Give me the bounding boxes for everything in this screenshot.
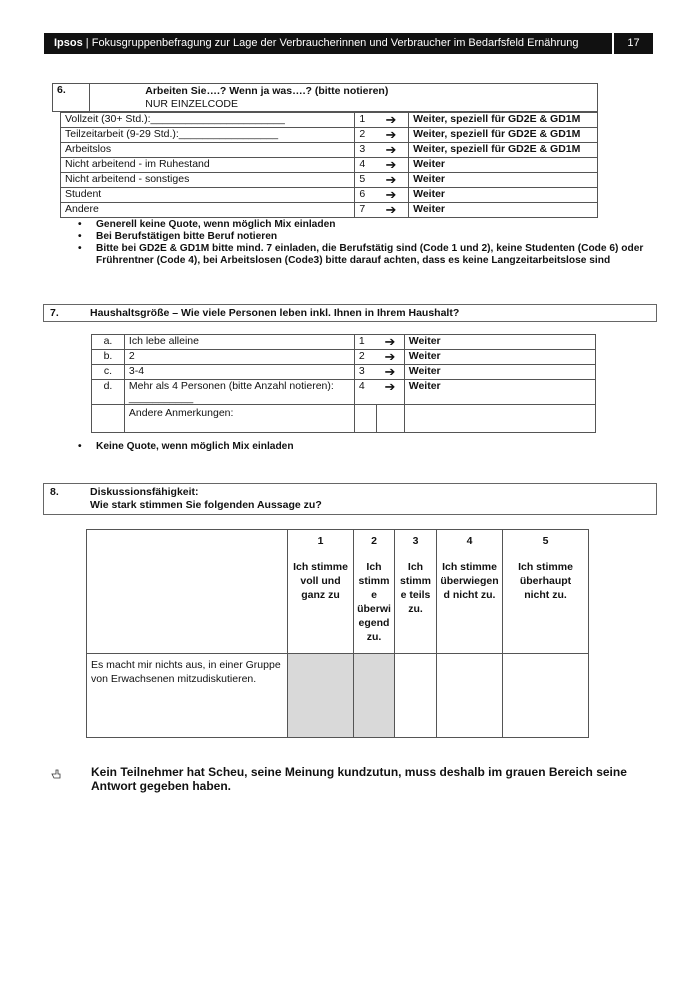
q6-notes: [78, 219, 648, 267]
answer-cell-3[interactable]: [395, 654, 437, 738]
answer-routing: Weiter, speziell für GD2E & GD1M: [409, 128, 598, 143]
footnote-line: Kein Teilnehmer hat Scheu, seine Meinung kundzutun, muss deshalb im grauen Bereich seine: [91, 765, 627, 779]
answer-letter: d.: [92, 380, 125, 405]
q6-answer-row[interactable]: [61, 158, 598, 173]
answer-label: Mehr als 4 Personen (bitte Anzahl notieren): ___________: [124, 380, 354, 405]
answer-code: 5: [355, 173, 374, 188]
scale-header-3: [395, 530, 437, 654]
answer-label: Nicht arbeitend - im Ruhestand: [61, 158, 355, 173]
q7-note: • Keine Quote, wenn möglich Mix einladen: [78, 441, 648, 453]
header-title-line: [54, 37, 578, 49]
scale-label-line: voll und: [300, 575, 341, 587]
q8-likert-table: [86, 529, 589, 738]
q6-instruction: NUR EINZELCODE: [145, 98, 239, 110]
answer-code: 2: [355, 128, 374, 143]
answer-routing: Weiter, speziell für GD2E & GD1M: [409, 143, 598, 158]
answer-routing: Weiter: [409, 203, 598, 218]
scale-label-line: Ich stimme: [442, 561, 497, 573]
q7-answer-row[interactable]: [92, 335, 596, 350]
footnote-line: Antwort gegeben haben.: [91, 779, 232, 793]
scale-label-line: nicht zu.: [524, 589, 567, 601]
q6-question: Arbeiten Sie….? Wenn ja was….? (bitte notieren): [145, 85, 389, 97]
q8-question: Wie stark stimmen Sie folgenden Aussage zu?: [90, 499, 322, 511]
arrow-right-icon: ➔: [374, 143, 409, 158]
arrow-right-icon: ➔: [374, 113, 409, 128]
scale-label-line: egend: [358, 617, 390, 629]
answer-label: Arbeitslos: [61, 143, 355, 158]
answer-label: Vollzeit (30+ Std.):_______________________: [61, 113, 355, 128]
answer-label: Teilzeitarbeit (9-29 Std.):_________________: [61, 128, 355, 143]
arrow-right-icon: ➔: [374, 128, 409, 143]
q7-table: [91, 334, 596, 433]
answer-routing: Weiter, speziell für GD2E & GD1M: [409, 113, 598, 128]
scale-header-4: [437, 530, 503, 654]
arrow-right-icon: ➔: [376, 365, 404, 380]
scale-number: 5: [542, 535, 549, 547]
answer-cell-1[interactable]: [288, 654, 354, 738]
hand-pointer-icon: [50, 767, 64, 781]
answer-label: 2: [124, 350, 354, 365]
scale-label-line: überwi: [357, 603, 391, 615]
answer-letter: b.: [92, 350, 125, 365]
arrow-right-icon: ➔: [374, 188, 409, 203]
header-separator: |: [85, 37, 89, 49]
answer-cell-5[interactable]: [503, 654, 589, 738]
q6-answer-row[interactable]: [61, 113, 598, 128]
answer-code: 4: [355, 158, 374, 173]
q7-number: 7.: [50, 307, 59, 319]
q7-answer-row[interactable]: [92, 350, 596, 365]
scale-header-2: [354, 530, 395, 654]
q8-corner-cell: [87, 530, 288, 654]
q6-answers: [60, 112, 598, 218]
scale-label-line: Ich: [366, 561, 382, 573]
q8-title: Diskussionsfähigkeit:: [90, 486, 199, 498]
answer-label: Nicht arbeitend - sonstiges: [61, 173, 355, 188]
scale-label-line: stimm: [400, 575, 431, 587]
arrow-right-icon: ➔: [374, 173, 409, 188]
answer-cell-2[interactable]: [354, 654, 395, 738]
arrow-right-icon: ➔: [376, 350, 404, 365]
scale-label-line: zu.: [408, 603, 423, 615]
scale-label-line: zu.: [366, 631, 382, 643]
scale-label-line: e teils: [400, 589, 431, 601]
q7-header: [43, 304, 657, 322]
q8-number: 8.: [50, 486, 59, 498]
q6-answer-row[interactable]: [61, 188, 598, 203]
q6-note: • Bitte bei GD2E & GD1M bitte mind. 7 einladen, die Berufstätig sind (Code 1 und 2), keine Studenten (Code 6) oder Frührentner (Code 4), bei Arbeitslosen (Code3) bitte darauf achten, dass es keine Langzeitarbeitslose sind: [78, 243, 648, 267]
answer-routing: Weiter: [404, 380, 595, 405]
scale-label-line: Ich stimme: [293, 561, 348, 573]
page-header: [44, 33, 653, 54]
answer-routing: Weiter: [404, 365, 595, 380]
scale-number: 3: [412, 535, 419, 547]
q6-answer-row[interactable]: [61, 203, 598, 218]
answer-routing: Weiter: [409, 173, 598, 188]
q6-answer-row[interactable]: [61, 143, 598, 158]
q7-notes: [78, 441, 648, 453]
page-number: 17: [612, 33, 653, 54]
q8-statement: Es macht mir nichts aus, in einer Gruppe von Erwachsenen mitzudiskutieren.: [87, 654, 288, 738]
answer-label: Ich lebe alleine: [124, 335, 354, 350]
q8-heading: [90, 486, 322, 512]
arrow-right-icon: ➔: [374, 158, 409, 173]
scale-label-line: e: [371, 589, 377, 601]
brand-name: Ipsos: [54, 37, 83, 49]
q8-header: [43, 483, 657, 515]
q7-question: Haushaltsgröße – Wie viele Personen leben inkl. Ihnen in Ihrem Haushalt?: [90, 307, 460, 319]
q6-table: [52, 83, 598, 112]
q6-answer-row[interactable]: [61, 128, 598, 143]
q7-answer-row[interactable]: [92, 365, 596, 380]
q7-other-row[interactable]: [92, 405, 596, 433]
scale-label-line: stimm: [358, 575, 390, 587]
answer-code: 4: [354, 380, 376, 405]
q6-answer-row[interactable]: [61, 173, 598, 188]
arrow-right-icon: ➔: [376, 380, 404, 405]
answer-routing: Weiter: [409, 188, 598, 203]
q6-number: 6.: [53, 84, 90, 112]
q6-note: • Bei Berufstätigen bitte Beruf notieren: [78, 231, 648, 243]
q6-question-cell: [141, 84, 597, 112]
answer-code: 3: [355, 143, 374, 158]
answer-label: 3-4: [124, 365, 354, 380]
scale-number: 4: [466, 535, 473, 547]
answer-code: 7: [355, 203, 374, 218]
answer-code: 1: [355, 113, 374, 128]
footnote: [91, 765, 661, 793]
answer-label: Andere: [61, 203, 355, 218]
scale-header-5: [503, 530, 589, 654]
q7-answer-row[interactable]: [92, 380, 596, 405]
answer-code: 1: [354, 335, 376, 350]
scale-number: 1: [317, 535, 324, 547]
answer-label: Student: [61, 188, 355, 203]
scale-label-line: ganz zu: [301, 589, 340, 601]
answer-code: 2: [354, 350, 376, 365]
answer-routing: Weiter: [409, 158, 598, 173]
answer-letter: c.: [92, 365, 125, 380]
scale-label-line: überwiegen: [440, 575, 499, 587]
answer-code: 3: [354, 365, 376, 380]
q6-note: • Generell keine Quote, wenn möglich Mix einladen: [78, 219, 648, 231]
scale-header-1: [288, 530, 354, 654]
other-remarks-label: Andere Anmerkungen:: [124, 405, 354, 433]
answer-routing: Weiter: [404, 335, 595, 350]
scale-number: 2: [371, 535, 377, 547]
answer-code: 6: [355, 188, 374, 203]
answer-routing: Weiter: [404, 350, 595, 365]
arrow-right-icon: ➔: [376, 335, 404, 350]
answer-letter: a.: [92, 335, 125, 350]
document-title: Fokusgruppenbefragung zur Lage der Verbraucherinnen und Verbraucher im Bedarfsfeld Ernährung: [91, 37, 579, 49]
scale-label-line: Ich: [407, 561, 424, 573]
scale-label-line: d nicht zu.: [443, 589, 496, 601]
arrow-right-icon: ➔: [374, 203, 409, 218]
scale-label-line: Ich stimme: [518, 561, 573, 573]
scale-label-line: überhaupt: [519, 575, 572, 587]
answer-cell-4[interactable]: [437, 654, 503, 738]
